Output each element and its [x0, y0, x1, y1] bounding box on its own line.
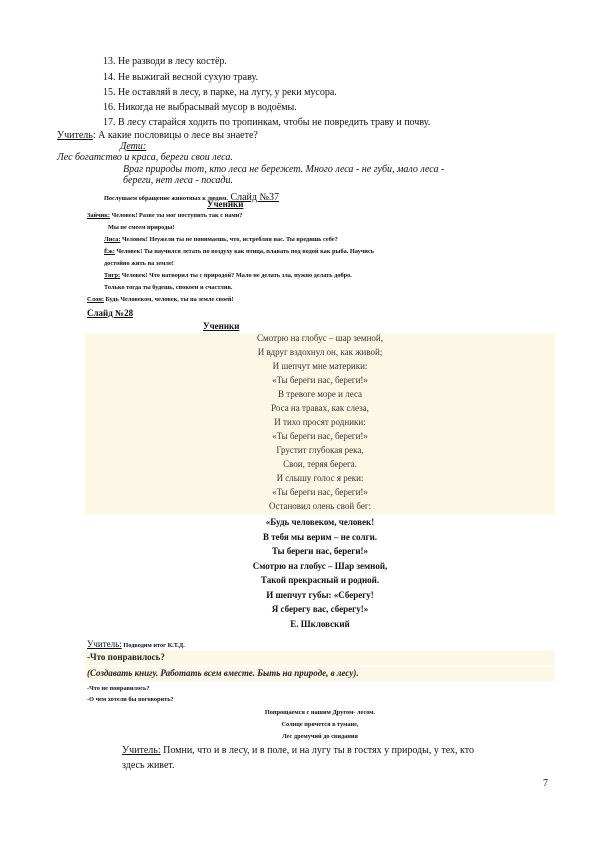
proverb-line-1: Лес богатство и краса, береги свои леса. — [57, 152, 233, 163]
slide-28-label: Слайд №28 — [87, 308, 134, 318]
rule-17: 17. В лесу старайся ходить по тропинкам, чтобы не повредить траву и почву. — [103, 117, 431, 128]
poem-line: «Ты береги нас, береги!» — [272, 431, 368, 441]
students-label-1: Ученики — [207, 199, 244, 209]
poem-line: И слышу голос я реки: — [276, 473, 364, 483]
appeal-line — [104, 187, 279, 205]
poem-line: И шепчут мне материки: — [272, 361, 368, 371]
slide-37-label: Слайд №37 — [227, 192, 280, 203]
animal-line-hedgehog-2: достойно жить на земле! — [104, 260, 174, 267]
final-line — [122, 745, 474, 756]
poem-line: Свои, теряя берега. — [283, 459, 357, 469]
teacher-label: Учитель — [57, 130, 93, 141]
poem-line: Роса на травах, как слеза, — [271, 403, 369, 413]
animal-line-tiger-2: Только тогда ты будешь, спокоен и счастлив. — [104, 284, 233, 291]
students-label-2: Ученики — [203, 321, 240, 331]
final-line-2: здесь живет. — [122, 760, 175, 771]
poem-bold-line: И шепчут губы: «Сберегу! — [266, 589, 374, 600]
poem-line: «Ты береги нас, береги!» — [272, 487, 368, 497]
proverb-line-3: береги, нет леса - посади. — [123, 175, 233, 186]
disliked-question: -Что не понравилось? — [87, 685, 150, 692]
rule-14: 14. Не выжигай весной сухую траву. — [103, 72, 258, 83]
animal-line-hedgehog: Ёж: Человек! Ты научился летать по воздуху как птица, плавать под водой как рыба. Научись — [104, 248, 375, 255]
rule-15: 15. Не оставляй в лесу, в парке, на лугу, у реки мусора. — [103, 87, 337, 98]
animal-line-elephant: Слон: Будь Человеком, человек, ты на земле своей! — [87, 296, 234, 303]
poem-bold-line: Такой прекрасный и родной. — [260, 575, 380, 585]
poem-bold-line: «Будь человеком, человек! — [265, 517, 375, 527]
poem-line: Остановил олень свой бег: — [268, 501, 372, 511]
final-teacher-label: Учитель: — [122, 745, 161, 756]
poem-bold-line: Смотрю на глобус – Шар земной, — [252, 560, 388, 571]
teacher-question — [57, 130, 258, 141]
summary-teacher-label: Учитель: — [87, 639, 122, 649]
summary-text: Подводим итог К.Т.Д. — [121, 642, 185, 649]
animal-line-hare-2: Мы не смеем природы! — [108, 224, 175, 231]
poem-bold-line: В тебя мы верим – не солги. — [262, 531, 378, 542]
poem-line: Грустит глубокая река, — [276, 445, 364, 455]
liked-answer: (Создавать книгу. Работать всем вместе. Быть на природе, в лесу). — [87, 668, 359, 678]
final-text: Помни, что и в лесу, и в поле, и на лугу ты в гостях у природы, у тех, кто — [160, 745, 475, 756]
poem-bold-line: Я сберегу вас, сберегу!» — [271, 604, 369, 614]
liked-question: -Что понравилось? — [87, 652, 165, 662]
proverb-line-2: Враг природы тот, кто леса не бережет. Много леса - не губи, мало леса - — [123, 164, 445, 175]
animal-line-tiger: Тигр: Человек! Что натворил ты с природой? Мало не делать зла, нужно делать добро. — [104, 272, 352, 279]
poem-line: И вдруг вздохнул он, как живой; — [257, 347, 383, 357]
children-label: Дети: — [120, 141, 147, 152]
animal-line-fox: Лиса: Человек! Неужели ты не понимаешь, что, истребляя нас. Ты вредишь себе? — [104, 236, 338, 243]
poem-bold-line: Ты береги нас, береги!» — [271, 546, 369, 556]
summary-line — [87, 640, 185, 650]
farewell-line-3: Лес дремучий до свидания — [282, 733, 358, 740]
teacher-question-text: : А какие пословицы о лесе вы знаете? — [92, 130, 258, 141]
rule-13: 13. Не разводи в лесу костёр. — [103, 56, 227, 67]
animal-line-hare: Зайчик: Человек! Разве ты мог поступить так с нами? — [87, 212, 243, 219]
poem-line: Смотрю на глобус – шар земной, — [257, 333, 383, 343]
appeal-text: Послушаем обращение животных к людям. — [104, 195, 228, 202]
poem-line: «Ты береги нас, береги!» — [272, 375, 368, 385]
rule-16: 16. Никогда не выбрасывай мусор в водоёмы. — [103, 102, 297, 113]
poem-author: Е. Шкловский — [290, 618, 350, 629]
farewell-line-2: Солнце прячется в тумане, — [281, 721, 359, 728]
farewell-line-1: Попрощаемся с нашим Другом- лесом. — [264, 709, 376, 716]
poem-line: И тихо просят родники: — [274, 417, 366, 427]
talk-question: -О чем хотели бы поговорить? — [87, 696, 174, 703]
page-number: 7 — [543, 778, 548, 789]
poem-line: В тревоге море и леса — [277, 389, 363, 399]
